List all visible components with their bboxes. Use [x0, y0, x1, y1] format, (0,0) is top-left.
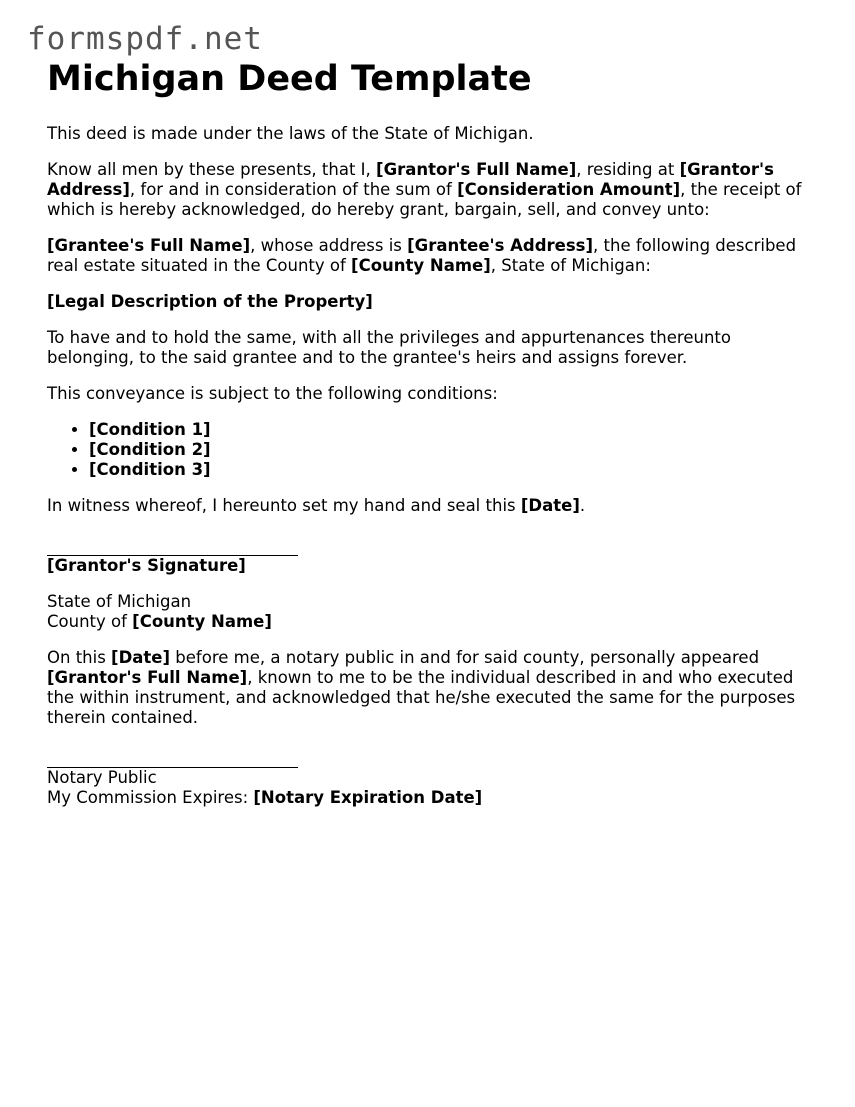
witness-paragraph: In witness whereof, I hereunto set my hand and seal this [Date]. [47, 496, 586, 515]
signature-line [47, 536, 298, 556]
grantor-signature-label: [Grantor's Signature] [47, 556, 246, 575]
county-placeholder: [County Name] [351, 256, 491, 275]
grantee-name-placeholder: [Grantee's Full Name] [47, 236, 251, 255]
list-item: • [Condition 1] [89, 420, 817, 440]
grantee-address-placeholder: [Grantee's Address] [407, 236, 594, 255]
notary-signature-block: Notary Public My Commission Expires: [Notary Expiration Date] [47, 748, 817, 808]
grantee-paragraph: [Grantee's Full Name], whose address is [Grantee's Address], the following described real estate situated in the County of [County Name], State of Michigan: [47, 236, 797, 275]
notary-expiration-placeholder: [Notary Expiration Date] [253, 788, 483, 807]
notary-public-label: Notary Public [47, 768, 157, 787]
consideration-placeholder: [Consideration Amount] [457, 180, 681, 199]
venue-block: State of Michigan County of [County Name] [47, 592, 272, 631]
page-title: Michigan Deed Template [47, 59, 532, 99]
deed-document [47, 58, 817, 824]
legal-description: [Legal Description of the Property] [47, 292, 373, 311]
signature-line [47, 748, 298, 768]
county-placeholder: [County Name] [132, 612, 272, 631]
notary-paragraph: On this [Date] before me, a notary public in and for said county, personally appeared [Grantor's Full Name], known to me to be the individual described in and who executed the within instrument, and acknowledged that he/she executed the same for the purposes therein contained. [47, 648, 796, 727]
conditions-intro: This conveyance is subject to the following conditions: [47, 384, 498, 403]
list-item: • [Condition 2] [89, 440, 817, 460]
date-placeholder: [Date] [520, 496, 580, 515]
state-line: State of Michigan [47, 592, 192, 611]
grantor-name-placeholder: [Grantor's Full Name] [47, 668, 248, 687]
grant-paragraph: Know all men by these presents, that I, [Grantor's Full Name], residing at [Grantor's Address], for and in consideration of the sum of [Consideration Amount], the receipt of which is hereby acknowledged, do hereby grant, bargain, sell, and convey unto: [47, 160, 802, 219]
intro-paragraph: This deed is made under the laws of the State of Michigan. [47, 124, 534, 143]
conditions-list [47, 420, 817, 480]
grantor-address-placeholder: [Grantor's Address] [47, 160, 774, 199]
date-placeholder: [Date] [111, 648, 171, 667]
list-item: • [Condition 3] [89, 460, 817, 480]
habendum-paragraph: To have and to hold the same, with all the privileges and appurtenances thereunto belonging, to the said grantee and to the grantee's heirs and assigns forever. [47, 328, 731, 367]
grantor-signature-block [47, 536, 817, 576]
grantor-name-placeholder: [Grantor's Full Name] [376, 160, 577, 179]
watermark: formspdf.net [27, 21, 263, 57]
